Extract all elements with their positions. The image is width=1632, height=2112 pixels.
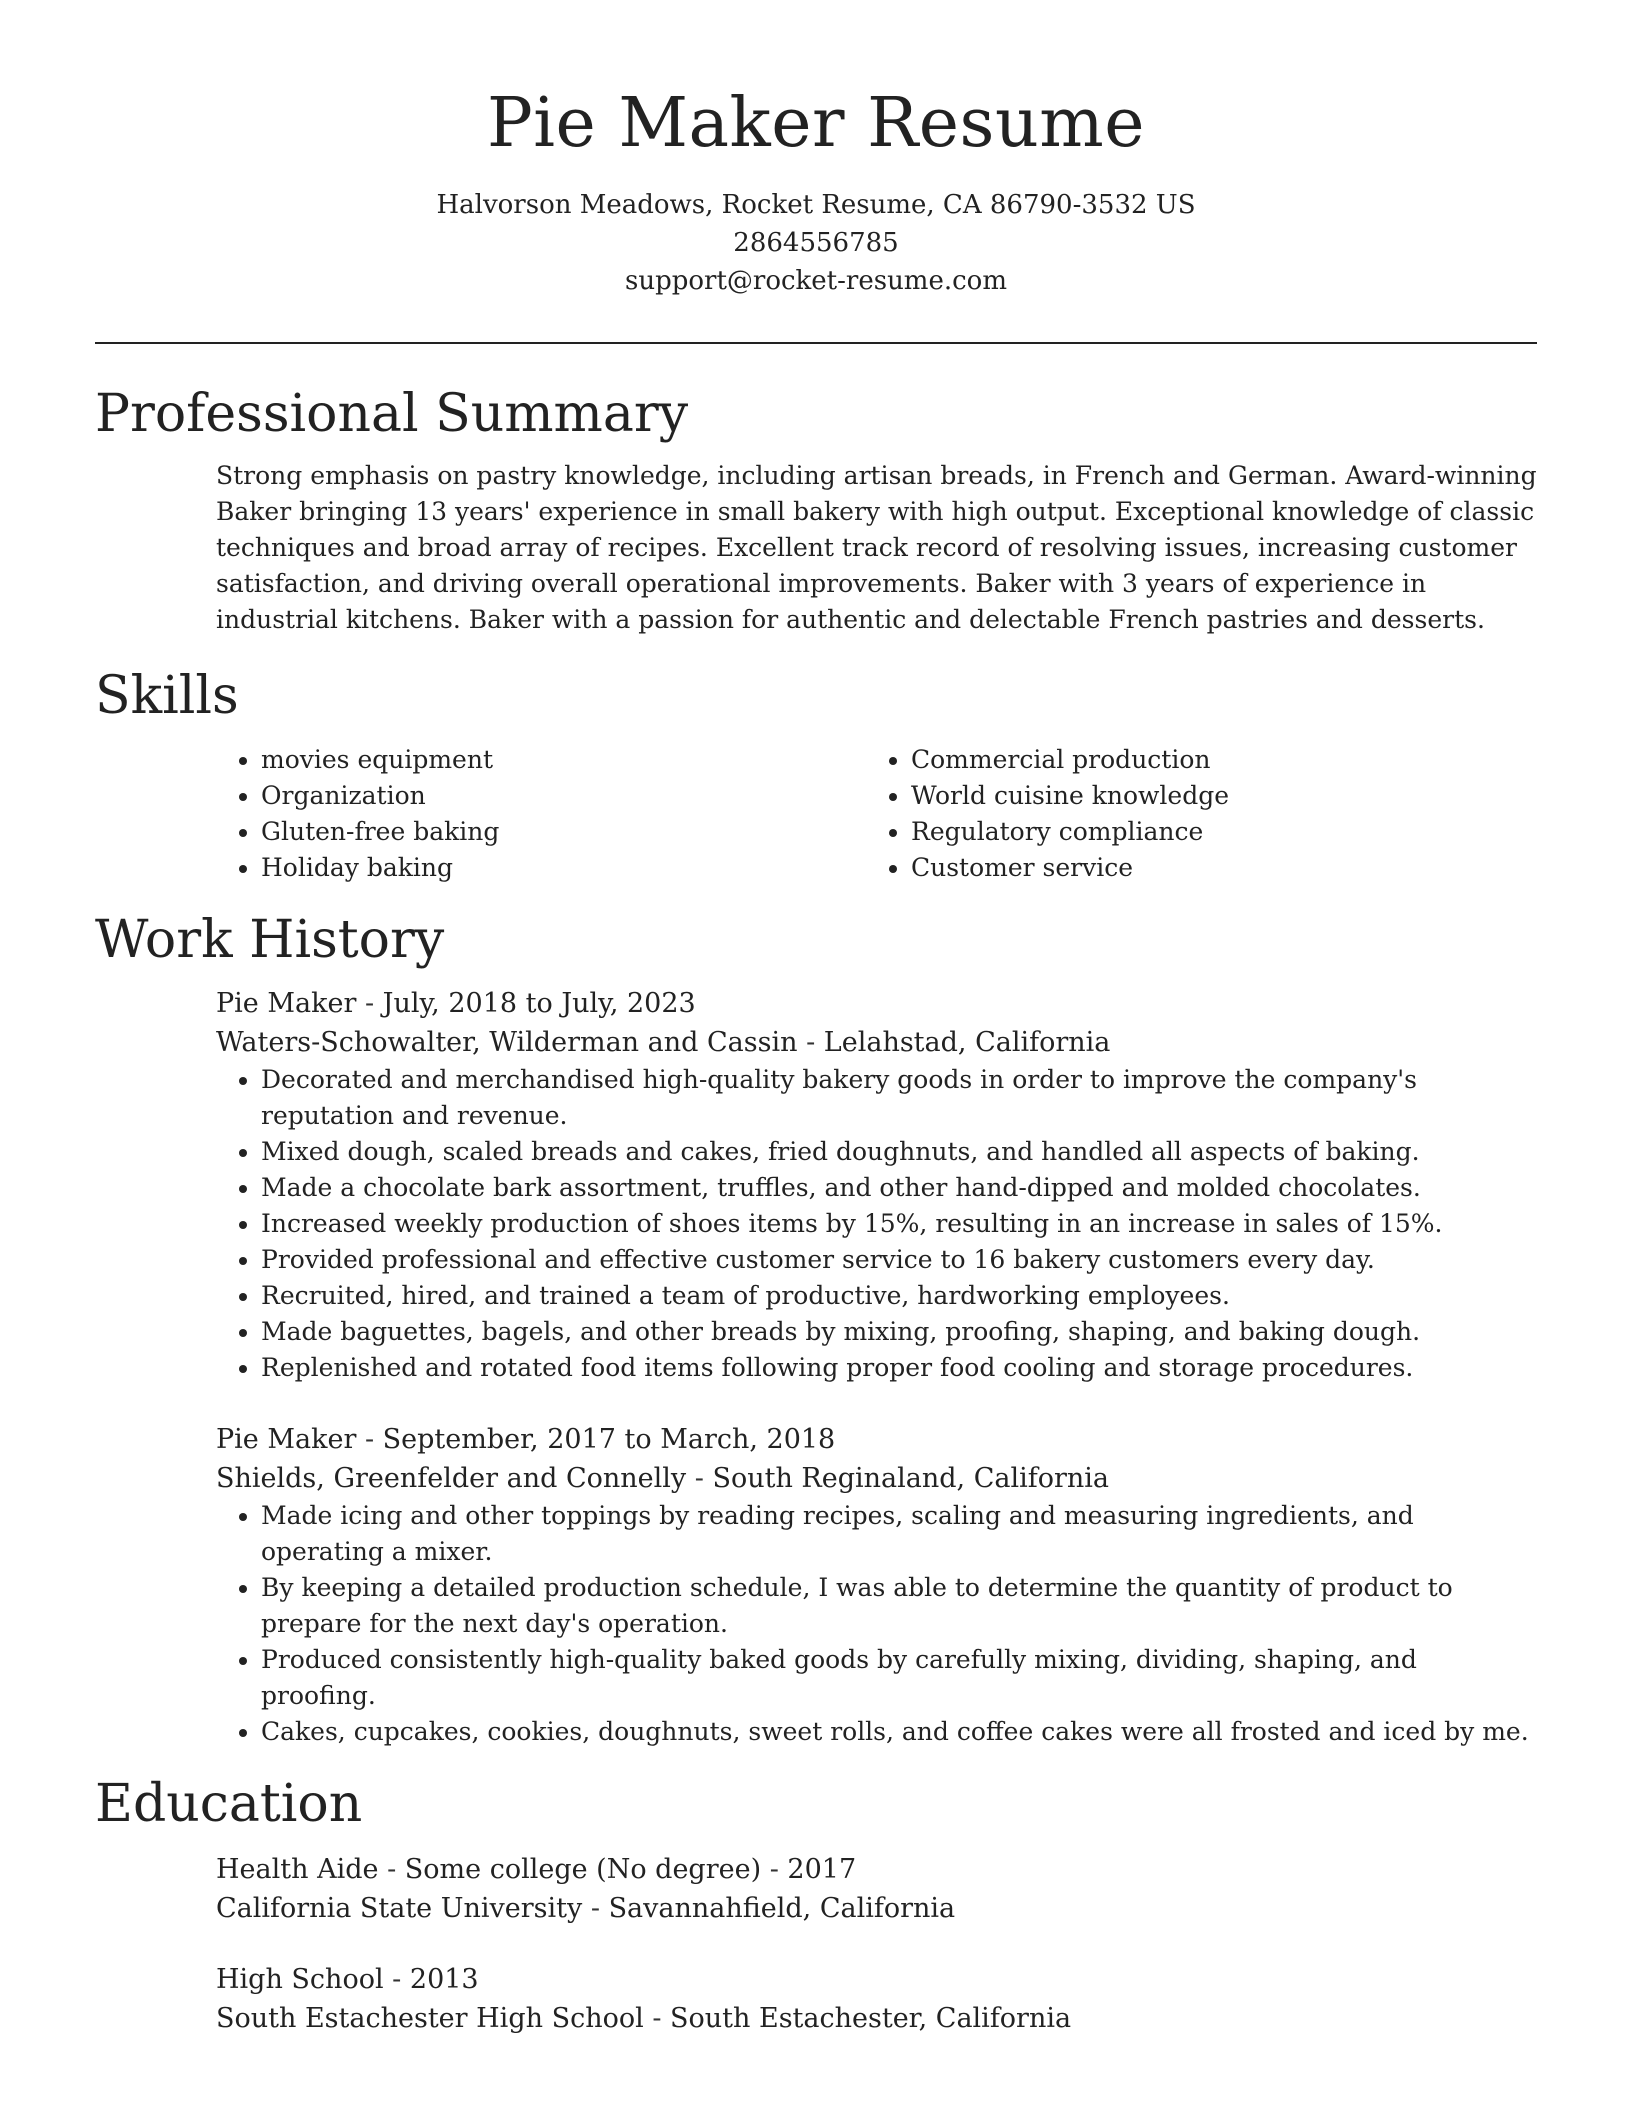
skills-heading: Skills [95, 666, 239, 726]
job-duty: • Increased weekly production of shoes items by 15%, resulting in an increase in sales of 15%. [261, 1206, 1537, 1242]
separator: - [761, 1854, 788, 1885]
education-degree: Some college (No degree) [404, 1854, 762, 1885]
job-duty: • Mixed dough, scaled breads and cakes, fried doughnuts, and handled all aspects of baking. [261, 1134, 1537, 1170]
separator: - [378, 1854, 405, 1885]
education-program: Health Aide [216, 1854, 379, 1885]
separator: - [643, 2003, 671, 2034]
skill-item: • Regulatory compliance [911, 814, 1516, 850]
skill-item: • Customer service [911, 850, 1516, 886]
skill-item: • Organization [261, 778, 866, 814]
job-entry [216, 984, 1537, 1386]
skills-grid [216, 742, 1537, 886]
education-year: 2017 [787, 1854, 857, 1885]
job-duty: • Made a chocolate bark assortment, truffles, and other hand-dipped and molded chocolates. [261, 1170, 1537, 1206]
skill-item: • World cuisine knowledge [911, 778, 1516, 814]
separator: - [356, 1424, 383, 1455]
skill-item: • Commercial production [911, 742, 1516, 778]
contact-address: Halvorson Meadows, Rocket Resume, CA 86790-3532 US [436, 190, 1196, 220]
education-degree-line [216, 1850, 1537, 1889]
job-role: Pie Maker [216, 1424, 357, 1455]
header-divider [95, 342, 1537, 344]
job-company: Shields, Greenfelder and Connelly [216, 1463, 687, 1494]
education-degree-line [216, 1960, 1537, 1999]
work-history-heading: Work History [95, 910, 445, 970]
separator: - [797, 1027, 824, 1058]
job-duty: • By keeping a detailed production schedule, I was able to determine the quantity of product to prepare for the next day's operation. [261, 1570, 1537, 1642]
job-duty: • Produced consistently high-quality baked goods by carefully mixing, dividing, shaping, and proofing. [261, 1642, 1537, 1714]
job-dates: July, 2018 to July, 2023 [382, 988, 696, 1019]
skills-list-right [866, 742, 1516, 886]
job-location: Lelahstad, California [823, 1027, 1111, 1058]
job-duty: • Cakes, cupcakes, cookies, doughnuts, sweet rolls, and coffee cakes were all frosted and iced by me. [261, 1714, 1537, 1750]
skill-item: • Holiday baking [261, 850, 866, 886]
skills-section [95, 664, 1537, 886]
job-title-line [216, 1420, 1537, 1459]
job-duty: • Replenished and rotated food items following proper food cooling and storage procedures. [261, 1350, 1537, 1386]
job-title-line [216, 984, 1537, 1023]
job-duties-list [216, 1498, 1537, 1750]
education-school-line [216, 1889, 1537, 1928]
skill-item: • movies equipment [261, 742, 866, 778]
work-history-section [95, 908, 1537, 1750]
job-dates: September, 2017 to March, 2018 [382, 1424, 836, 1455]
separator: - [582, 1893, 609, 1924]
job-company-line [216, 1459, 1537, 1498]
job-entry [216, 1420, 1537, 1750]
separator: - [356, 988, 383, 1019]
education-year: 2013 [409, 1964, 479, 1995]
contact-email: support@rocket-resume.com [624, 266, 1007, 296]
summary-heading: Professional Summary [95, 384, 689, 444]
skill-item: • Gluten-free baking [261, 814, 866, 850]
job-duties-list [216, 1062, 1537, 1386]
education-location: South Estachester, California [670, 2003, 1072, 2034]
resume-page [95, 0, 1537, 2038]
education-school: South Estachester High School [216, 2003, 644, 2034]
education-school: California State University [216, 1893, 583, 1924]
resume-title: Pie Maker Resume [487, 84, 1145, 163]
job-role: Pie Maker [216, 988, 357, 1019]
resume-header [95, 0, 1537, 300]
summary-text: Strong emphasis on pastry knowledge, including artisan breads, in French and German. Award-winning Baker bringing 13 years' experience in small bakery with high output. Exceptional knowledge of classic techniques and broad array of recipes. Excellent track record of resolving issues, increasing customer satisfaction, and driving overall operational improvements. Baker with 3 years of experience in industrial kitchens. Baker with a passion for authentic and delectable French pastries and desserts. [216, 461, 1537, 634]
education-entry [216, 1960, 1537, 2038]
separator: - [383, 1964, 410, 1995]
contact-phone: 2864556785 [733, 228, 899, 258]
job-location: South Reginaland, California [712, 1463, 1110, 1494]
job-duty: • Provided professional and effective customer service to 16 bakery customers every day. [261, 1242, 1537, 1278]
education-heading: Education [95, 1774, 363, 1834]
job-duty: • Made baguettes, bagels, and other breads by mixing, proofing, shaping, and baking dough. [261, 1314, 1537, 1350]
education-program: High School [216, 1964, 384, 1995]
job-duty: • Decorated and merchandised high-quality bakery goods in order to improve the company's reputation and revenue. [261, 1062, 1537, 1134]
job-duty: • Recruited, hired, and trained a team of productive, hardworking employees. [261, 1278, 1537, 1314]
education-location: Savannahfield, California [608, 1893, 956, 1924]
job-company-line [216, 1023, 1537, 1062]
education-entry [216, 1850, 1537, 1928]
job-duty: • Made icing and other toppings by reading recipes, scaling and measuring ingredients, and operating a mixer. [261, 1498, 1537, 1570]
separator: - [686, 1463, 713, 1494]
summary-section [95, 382, 1537, 638]
education-school-line [216, 1999, 1537, 2038]
education-section [95, 1772, 1537, 2038]
job-company: Waters-Schowalter, Wilderman and Cassin [216, 1027, 798, 1058]
skills-list-left [216, 742, 866, 886]
